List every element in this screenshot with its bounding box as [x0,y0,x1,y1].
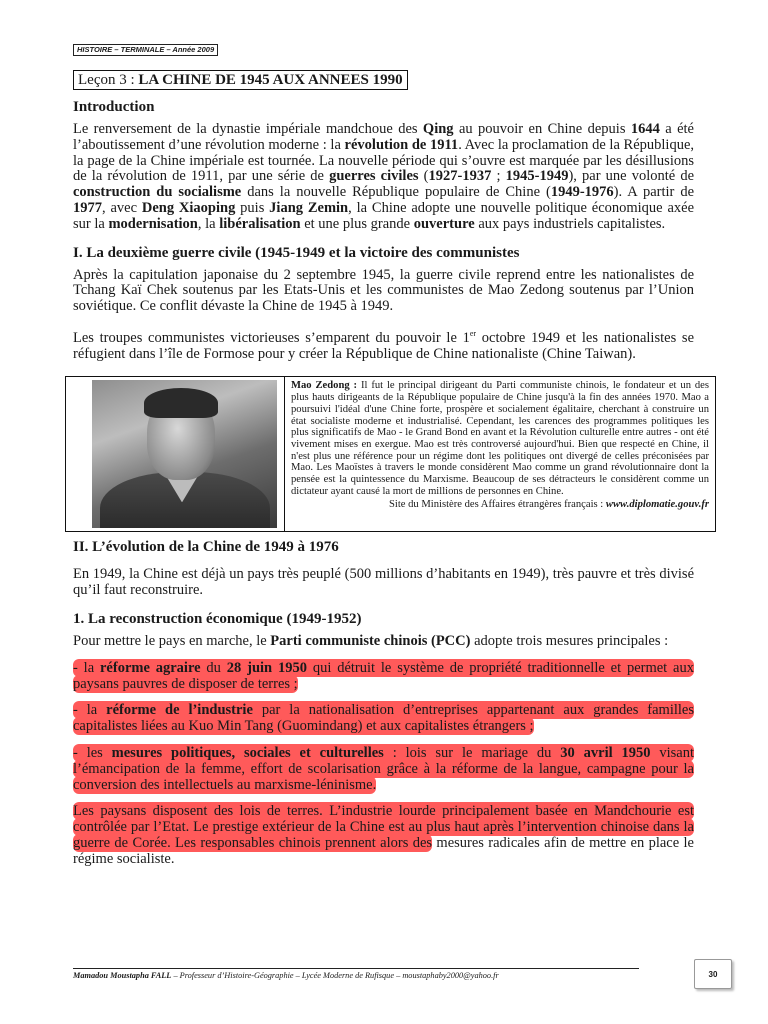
intro-emphasis: Jiang Zemin [269,199,349,216]
intro-heading: Introduction [73,99,155,115]
intro-emphasis: guerres civiles [329,168,419,185]
intro-text: puis [235,199,270,216]
section2-paragraph-2: Pour mettre le pays en marche, le Parti communiste chinois (PCC) adopte trois mesures principales : [73,632,669,649]
intro-text: , avec [102,199,142,216]
source-citation: Site du Ministère des Affaires étrangères français : www.diplomatie.gouv.fr [388,499,709,511]
lesson-title [73,70,408,90]
highlighted-paragraph: Les paysans disposent des lois de terres. L’industrie lourde principalement basée en Mandchourie est contrôlée par l’Etat. Le prestige extérieur de la Chine est au plus haut après l’intervention chinoise dans la guerre de Corée. Les responsables chinois prennent alors des mesures radicales afin de mettre en place le régime socialiste. [73,803,694,867]
intro-emphasis: libéralisation [219,215,301,232]
section1-heading: I. La deuxième guerre civile (1945-1949 et la victoire des communistes [73,244,520,261]
lesson-name: LA CHINE DE 1945 AUX ANNEES 1990 [138,72,403,88]
intro-text: ). A partir de [613,184,695,201]
intro-text: ( [418,168,429,185]
intro-emphasis: Qing [422,121,454,137]
subsection1-heading: 1. La reconstruction économique (1949-1952) [73,610,362,627]
intro-emphasis: construction du socialisme [73,184,242,201]
section1-paragraph-1: Après la capitulation japonaise du 2 septembre 1945, la guerre civile reprend entre les nationalistes de Tchang Kaï Chek soutenus par les Etats-Unis et les communistes de Mao Zedong soutenus par l’Union soviétique. Ce conflit dévaste la Chine de 1945 à 1949. [73,266,694,315]
document-body [73,98,710,868]
mao-bio-text: Mao Zedong : Il fut le principal dirigeant du Parti communiste chinois, le fondateur et un des plus hauts dirigeants de la République populaire de Chine jusqu'à la fin des années 1970. Mao a poursuivi l'idéal d'une Chine forte, prospère et socialement égalitaire, cherchant à construire un état socialiste moderne et industrialisé. Cependant, les carences des programmes politiques les plus significatifs de Mao - le Grand Bond en avant et la Révolution culturelle entre autres - ont été vivement mises en exergue. Mao est très controversé aujourd'hui. Bien que respecté en Chine, il n'est plus une référence pour un régime dont les politiques ont divergé de celles préconisées par Mao. Les Maoïstes à travers le monde considèrent Mao comme un grand révolutionnaire dont la pensée est la quintessence du Marxisme. Beaucoup de ses détracteurs le considèrent comme un dictateur ayant causé la mort de millions de personnes en Chine. Site du Ministère des Affaires étrangères français : www.diplomatie.gouv.fr [291,380,710,511]
mao-info-box [65,376,716,532]
intro-text: , la [197,215,220,232]
intro-emphasis: 1949-1976 [550,184,614,201]
footer-author: Mamadou Moustapha FALL [73,971,172,980]
intro-emphasis: 1644 [630,121,660,137]
intro-emphasis: Deng Xiaoping [141,199,236,216]
intro-emphasis: 1977 [73,199,102,216]
footer-details: – Professeur d’Histoire-Géographie – Lycée Moderne de Rufisque – moustaphaby2000@yahoo.fr [171,971,499,980]
header-tag: HISTOIRE – TERMINALE – Année 2009 [73,44,218,56]
intro-text: dans la nouvelle République populaire de Chine ( [241,184,551,201]
intro-emphasis: révolution de 1911 [344,136,459,153]
intro-text: et une plus grande [300,215,414,232]
measure-item: - les mesures politiques, sociales et culturelles : lois sur le mariage du 30 avril 1950 visant l’émancipation de la femme, effort de scolarisation grâce à la réforme de la langue, campagne pour la conversion des intellectuels au marxisme-léninisme. [73,744,695,793]
intro-text: , la Chine adopte une nouvelle politique économique axée sur la [73,199,695,232]
intro-emphasis: ouverture [413,215,475,232]
intro-text: ; [491,168,506,185]
mao-portrait-image [92,380,277,528]
intro-text: . Avec la proclamation de la République, la page de la Chine impériale est tournée. La nouvelle période qui s’ouvre est marquée par les désillusions de la révolution de 1911, par une série de [73,136,695,185]
mao-name: Mao Zedong : [291,380,358,392]
measure-item: - la réforme de l’industrie par la nationalisation d’entreprises appartenant aux grandes familles capitalistes liées au Kuo Min Tang (Guomindang) et aux capitalistes étrangers ; [73,702,694,735]
intro-paragraph [73,122,694,233]
lesson-prefix: Leçon 3 : [78,72,139,88]
section2-heading: II. L’évolution de la Chine de 1949 à 1976 [73,539,339,556]
intro-emphasis: 1945-1949 [505,168,569,185]
intro-text: au pouvoir en Chine depuis [453,121,631,137]
measure-item: - la réforme agraire du 28 juin 1950 qui détruit le système de propriété traditionnelle et permet aux paysans pauvres de disposer de terres ; [73,659,694,692]
intro-text: aux pays industriels capitalistes. [474,215,666,232]
intro-text: Le renversement de la dynastie impériale mandchoue des [73,121,423,137]
source-link[interactable]: www.diplomatie.gouv.fr [605,499,709,511]
intro-text: ), par une volonté de [568,168,695,185]
intro-emphasis: modernisation [108,215,198,232]
footer [73,968,639,980]
section2-paragraph-1: En 1949, la Chine est déjà un pays très peuplé (500 millions d’habitants en 1949), très pauvre et très divisé qu’il faut reconstruire. [73,566,694,599]
section1-paragraph-2: Les troupes communistes victorieuses s’emparent du pouvoir le 1er octobre 1949 et les nationalistes se réfugient dans l’île de Formose pour y créer la République de Chine nationaliste (Chine Taiwan). [73,328,695,362]
page-number: 30 [694,959,732,989]
intro-text: a été l’aboutissement d’une révolution moderne : la [73,121,694,153]
intro-emphasis: 1927-1937 [428,168,492,185]
